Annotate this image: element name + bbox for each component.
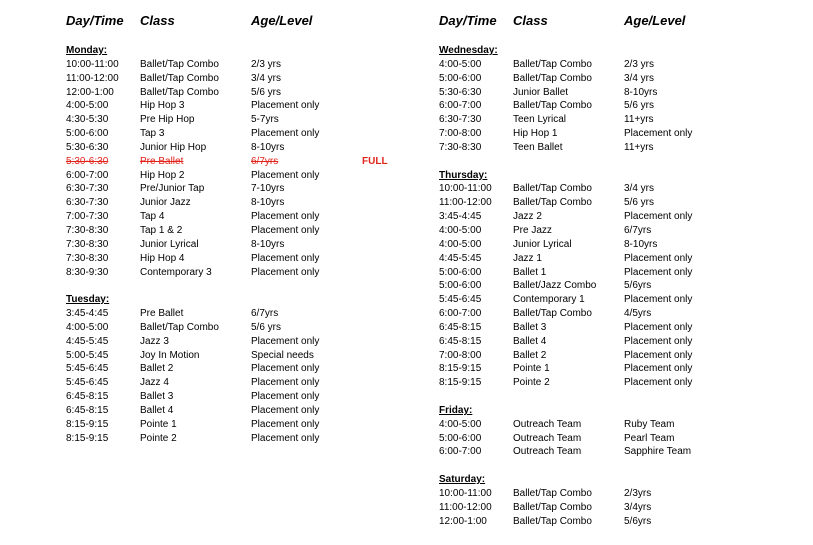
schedule-row xyxy=(439,293,799,307)
class-name: Junior Jazz xyxy=(140,197,191,209)
age-level: Placement only xyxy=(251,335,320,347)
class-name: Pre Jazz xyxy=(513,224,552,236)
class-name: Ballet 4 xyxy=(513,335,547,347)
class-time: 8:15-9:15 xyxy=(66,418,109,430)
class-time: 6:30-7:30 xyxy=(66,183,109,195)
schedule-row xyxy=(439,418,799,432)
class-name: Pointe 1 xyxy=(513,363,550,375)
class-name: Jazz 3 xyxy=(140,335,169,347)
class-time: 11:00-12:00 xyxy=(439,197,492,209)
age-level: 6/7yrs xyxy=(624,224,652,236)
schedule-row xyxy=(439,86,799,100)
schedule-row xyxy=(66,238,406,252)
schedule-row xyxy=(66,432,406,446)
class-time: 6:45-8:15 xyxy=(439,335,482,347)
section-spacer xyxy=(439,459,799,473)
age-level: 3/4yrs xyxy=(624,501,652,513)
section-spacer xyxy=(439,155,799,169)
age-level: 7-10yrs xyxy=(251,183,285,195)
class-name: Ballet/Tap Combo xyxy=(140,72,219,84)
class-name: Tap 4 xyxy=(140,211,165,223)
schedule-row xyxy=(439,321,799,335)
class-name: Jazz 2 xyxy=(513,211,542,223)
schedule-row xyxy=(439,224,799,238)
class-name: Teen Ballet xyxy=(513,141,563,153)
class-name: Ballet/Tap Combo xyxy=(513,501,592,513)
class-name: Jazz 4 xyxy=(140,377,169,389)
schedule-row xyxy=(66,307,406,321)
class-name: Ballet 4 xyxy=(140,404,174,416)
class-time: 5:45-6:45 xyxy=(439,294,482,306)
age-level: Placement only xyxy=(624,128,693,140)
age-level: 2/3yrs xyxy=(624,488,652,499)
age-level: Placement only xyxy=(251,169,320,181)
schedule-row xyxy=(66,210,406,224)
age-level: 5/6 yrs xyxy=(624,197,655,209)
schedule-row xyxy=(439,196,799,210)
age-level: 8-10yrs xyxy=(251,141,285,153)
class-name: Teen Lyrical xyxy=(513,114,566,126)
schedule-row xyxy=(66,224,406,238)
class-time: 4:30-5:30 xyxy=(66,114,109,126)
class-time: 4:45-5:45 xyxy=(66,335,109,347)
age-level: Ruby Team xyxy=(624,418,675,430)
schedule-row xyxy=(66,418,406,432)
header-class: Class xyxy=(140,13,175,28)
class-time: 4:45-5:45 xyxy=(439,252,482,264)
class-name: Ballet/Tap Combo xyxy=(513,183,592,195)
age-level: Pearl Team xyxy=(624,432,675,444)
day-heading: Saturday: xyxy=(439,474,486,486)
header-day-time: Day/Time xyxy=(439,13,497,28)
schedule-row xyxy=(439,266,799,280)
schedule-row xyxy=(439,252,799,266)
schedule-row xyxy=(439,307,799,321)
class-time: 7:00-8:00 xyxy=(439,128,482,140)
age-level: 2/3 yrs xyxy=(251,58,282,70)
class-name: Ballet 1 xyxy=(513,266,547,278)
class-time: 6:00-7:00 xyxy=(439,308,482,320)
class-name: Ballet/Tap Combo xyxy=(140,86,219,98)
age-level: Sapphire Team xyxy=(624,446,692,458)
day-heading: Tuesday: xyxy=(66,294,110,306)
schedule-row xyxy=(439,127,799,141)
class-time: 6:30-7:30 xyxy=(439,114,482,126)
age-level: Placement only xyxy=(251,363,320,375)
class-name: Joy In Motion xyxy=(140,349,200,361)
class-name: Ballet/Tap Combo xyxy=(513,515,592,527)
class-name: Ballet/Tap Combo xyxy=(513,72,592,84)
schedule-row xyxy=(439,58,799,72)
header-day-time: Day/Time xyxy=(66,13,124,28)
age-level: Placement only xyxy=(624,321,693,333)
class-time: 5:30-6:30 xyxy=(66,141,109,153)
age-level: 5/6 yrs xyxy=(251,86,282,98)
age-level: Placement only xyxy=(624,211,693,223)
class-time: 10:00-11:00 xyxy=(66,58,119,70)
schedule-row xyxy=(66,141,406,155)
schedule-row xyxy=(439,335,799,349)
class-time: 6:45-8:15 xyxy=(439,321,482,333)
schedule-row xyxy=(66,155,406,169)
class-time: 4:00-5:00 xyxy=(439,58,482,70)
schedule-row xyxy=(66,266,406,280)
schedule-row xyxy=(66,196,406,210)
class-time: 5:00-6:00 xyxy=(66,128,109,140)
day-heading: Thursday: xyxy=(439,169,488,181)
schedule-row xyxy=(66,182,406,196)
age-level: Placement only xyxy=(251,252,320,264)
class-time: 7:30-8:30 xyxy=(66,224,109,236)
class-time: 4:00-5:00 xyxy=(439,238,482,250)
class-time: 6:00-7:00 xyxy=(439,100,482,112)
class-name: Ballet 2 xyxy=(513,349,547,361)
age-level: Placement only xyxy=(251,211,320,223)
age-level: 8-10yrs xyxy=(251,238,285,250)
class-name: Ballet/Tap Combo xyxy=(513,308,592,320)
class-name: Ballet/Tap Combo xyxy=(513,58,592,70)
section-spacer xyxy=(66,279,406,293)
schedule-row xyxy=(439,432,799,446)
class-name: Ballet/Tap Combo xyxy=(140,58,219,70)
class-name: Junior Lyrical xyxy=(140,238,199,250)
age-level: Placement only xyxy=(251,266,320,278)
class-name: Outreach Team xyxy=(513,432,582,444)
class-time: 11:00-12:00 xyxy=(66,72,119,84)
age-level: 5/6 yrs xyxy=(251,321,282,333)
age-level: Placement only xyxy=(251,100,320,112)
age-level: 6/7yrs xyxy=(251,308,279,320)
class-name: Outreach Team xyxy=(513,418,582,430)
age-level: 2/3 yrs xyxy=(624,58,655,70)
class-name: Hip Hop 3 xyxy=(140,100,185,112)
schedule-column-right xyxy=(439,13,799,529)
class-name: Pre Hip Hop xyxy=(140,114,195,126)
class-name: Contemporary 1 xyxy=(513,294,585,306)
schedule-row xyxy=(66,169,406,183)
age-level: Placement only xyxy=(624,377,693,389)
age-level: Special needs xyxy=(251,349,314,361)
age-level: 8-10yrs xyxy=(251,197,285,209)
day-heading: Wednesday: xyxy=(439,45,498,56)
class-time: 5:00-6:00 xyxy=(439,280,482,292)
schedule-row xyxy=(439,141,799,155)
schedule-row xyxy=(439,349,799,363)
class-name: Junior Hip Hop xyxy=(140,141,207,153)
class-time: 10:00-11:00 xyxy=(439,488,492,499)
column-headers xyxy=(439,13,799,31)
schedule-row xyxy=(439,182,799,196)
schedule-row xyxy=(66,72,406,86)
class-time: 6:45-8:15 xyxy=(66,391,109,403)
left-schedule-body xyxy=(66,44,406,445)
age-level: Placement only xyxy=(624,252,693,264)
age-level: Placement only xyxy=(251,391,320,403)
schedule-row xyxy=(66,349,406,363)
age-level: Placement only xyxy=(251,224,320,236)
class-name: Pointe 2 xyxy=(140,432,177,444)
class-name: Contemporary 3 xyxy=(140,266,212,278)
right-schedule-body xyxy=(439,44,799,529)
class-time: 8:30-9:30 xyxy=(66,266,109,278)
age-level: Placement only xyxy=(251,377,320,389)
schedule-row xyxy=(439,210,799,224)
age-level: 5/6yrs xyxy=(624,515,652,527)
schedule-row xyxy=(439,279,799,293)
class-name: Hip Hop 2 xyxy=(140,169,185,181)
age-level: 3/4 yrs xyxy=(251,72,282,84)
class-name: Pre Ballet xyxy=(140,155,184,167)
class-name: Ballet 3 xyxy=(513,321,547,333)
class-time: 8:15-9:15 xyxy=(439,363,482,375)
age-level: Placement only xyxy=(624,335,693,347)
schedule-row xyxy=(66,58,406,72)
class-time: 5:30-6:30 xyxy=(66,155,109,167)
schedule-row xyxy=(66,376,406,390)
schedule-row xyxy=(66,252,406,266)
class-name: Jazz 1 xyxy=(513,252,542,264)
class-name: Pre/Junior Tap xyxy=(140,183,205,195)
class-time: 5:00-6:00 xyxy=(439,72,482,84)
class-time: 4:00-5:00 xyxy=(439,224,482,236)
class-time: 5:00-6:00 xyxy=(439,266,482,278)
class-name: Pre Ballet xyxy=(140,308,184,320)
age-level: 3/4 yrs xyxy=(624,72,655,84)
day-heading: Friday: xyxy=(439,404,473,416)
class-name: Pointe 2 xyxy=(513,377,550,389)
class-name: Ballet/Jazz Combo xyxy=(513,280,597,292)
class-time: 3:45-4:45 xyxy=(66,308,109,320)
class-name: Ballet 2 xyxy=(140,363,174,375)
class-name: Hip Hop 4 xyxy=(140,252,185,264)
age-level: 11+yrs xyxy=(624,141,654,153)
class-time: 3:45-4:45 xyxy=(439,211,482,223)
class-time: 6:30-7:30 xyxy=(66,197,109,209)
class-time: 4:00-5:00 xyxy=(66,321,109,333)
age-level: Placement only xyxy=(251,128,320,140)
header-age-level: Age/Level xyxy=(624,13,686,28)
class-time: 6:00-7:00 xyxy=(66,169,109,181)
class-time: 6:45-8:15 xyxy=(66,404,109,416)
schedule-row xyxy=(66,390,406,404)
class-time: 7:30-8:30 xyxy=(66,252,109,264)
age-level: 3/4 yrs xyxy=(624,183,655,195)
class-time: 8:15-9:15 xyxy=(66,432,109,444)
class-time: 5:45-6:45 xyxy=(66,377,109,389)
schedule-row xyxy=(66,362,406,376)
class-name: Ballet 3 xyxy=(140,391,174,403)
schedule-row xyxy=(439,238,799,252)
class-time: 4:00-5:00 xyxy=(66,100,109,112)
class-name: Junior Ballet xyxy=(513,86,569,98)
header-age-level: Age/Level xyxy=(251,13,313,28)
schedule-row xyxy=(439,113,799,127)
class-name: Ballet/Tap Combo xyxy=(513,488,592,499)
section-spacer xyxy=(439,390,799,404)
schedule-row xyxy=(66,127,406,141)
schedule-row xyxy=(439,376,799,390)
class-time: 12:00-1:00 xyxy=(439,515,487,527)
class-time: 7:30-8:30 xyxy=(439,141,482,153)
class-time: 10:00-11:00 xyxy=(439,183,492,195)
age-level: Placement only xyxy=(624,349,693,361)
age-level: 8-10yrs xyxy=(624,86,658,98)
day-heading: Monday: xyxy=(66,45,108,56)
schedule-row xyxy=(439,72,799,86)
age-level: 4/5yrs xyxy=(624,308,652,320)
class-time: 7:00-8:00 xyxy=(439,349,482,361)
schedule-row xyxy=(439,515,799,529)
class-name: Ballet/Tap Combo xyxy=(140,321,219,333)
class-name: Junior Lyrical xyxy=(513,238,572,250)
schedule-row xyxy=(439,487,799,501)
age-level: 5-7yrs xyxy=(251,114,279,126)
age-level: Placement only xyxy=(624,294,693,306)
schedule-row xyxy=(439,362,799,376)
class-time: 5:45-6:45 xyxy=(66,363,109,375)
schedule-row xyxy=(66,335,406,349)
full-status-badge: FULL xyxy=(362,155,388,167)
column-headers xyxy=(66,13,406,31)
class-name: Pointe 1 xyxy=(140,418,177,430)
class-time: 11:00-12:00 xyxy=(439,501,492,513)
age-level: Placement only xyxy=(624,266,693,278)
class-name: Ballet/Tap Combo xyxy=(513,100,592,112)
schedule-row xyxy=(439,99,799,113)
class-time: 8:15-9:15 xyxy=(439,377,482,389)
class-name: Hip Hop 1 xyxy=(513,128,558,140)
schedule-row xyxy=(66,86,406,100)
class-time: 5:00-5:45 xyxy=(66,349,109,361)
age-level: 5/6 yrs xyxy=(624,100,655,112)
class-time: 5:00-6:00 xyxy=(439,432,482,444)
age-level: 11+yrs xyxy=(624,114,654,126)
age-level: Placement only xyxy=(251,432,320,444)
class-name: Tap 1 & 2 xyxy=(140,224,183,236)
class-time: 7:30-8:30 xyxy=(66,238,109,250)
class-time: 5:30-6:30 xyxy=(439,86,482,98)
schedule-row xyxy=(439,501,799,515)
schedule-row xyxy=(66,99,406,113)
age-level: Placement only xyxy=(251,418,320,430)
schedule-row xyxy=(66,321,406,335)
age-level: 6/7yrs xyxy=(251,155,279,167)
age-level: Placement only xyxy=(624,363,693,375)
age-level: 8-10yrs xyxy=(624,238,658,250)
class-time: 12:00-1:00 xyxy=(66,86,114,98)
schedule-row xyxy=(66,113,406,127)
class-time: 6:00-7:00 xyxy=(439,446,482,458)
class-name: Ballet/Tap Combo xyxy=(513,197,592,209)
schedule-row xyxy=(439,445,799,459)
age-level: 5/6yrs xyxy=(624,280,652,292)
class-name: Tap 3 xyxy=(140,128,165,140)
class-time: 4:00-5:00 xyxy=(439,418,482,430)
schedule-column-left xyxy=(66,13,406,445)
age-level: Placement only xyxy=(251,404,320,416)
header-class: Class xyxy=(513,13,548,28)
class-name: Outreach Team xyxy=(513,446,582,458)
schedule-row xyxy=(66,404,406,418)
class-time: 7:00-7:30 xyxy=(66,211,109,223)
